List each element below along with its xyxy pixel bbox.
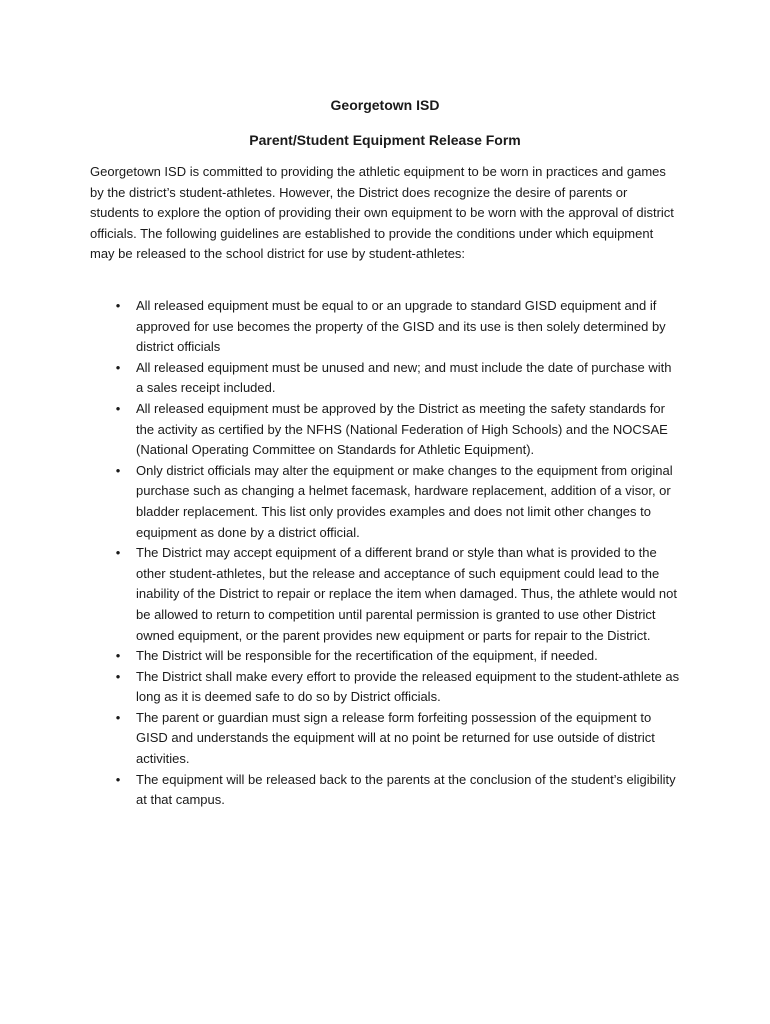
bullet-icon: • [115,709,121,725]
list-item-text: All released equipment must be approved by the District as meeting the safety standards for the activity as certified by the NFHS (National Federation of High Schools) and the NOCSAE (National Operating Committee on Standards for Athletic Equipment). [136,400,668,458]
list-item-text: The District may accept equipment of a different brand or style than what is provided to the other student-athletes, but the release and acceptance of such equipment could lead to the inability of the District to repair or replace the item when damaged. Thus, the athlete would not be allowed to return to competition until parental permission is granted to use other District owned equipment, or the parent provides new equipment or parts for repair to the District. [136,545,677,643]
bullet-icon: • [115,648,121,664]
bullet-icon: • [115,462,121,478]
list-item [0,646,682,667]
list-item [0,708,682,770]
bullet-icon: • [115,668,121,684]
list-item [0,399,682,461]
list-item [0,358,682,399]
list-item-text: All released equipment must be unused and new; and must include the date of purchase with a sales receipt included. [136,359,672,396]
list-item-text: The District will be responsible for the recertification of the equipment, if needed. [136,648,598,664]
list-item [0,667,682,708]
guidelines-list [0,296,770,811]
document-title: Georgetown ISD [330,97,440,113]
list-item-text: The District shall make every effort to provide the released equipment to the student-athlete as long as it is deemed safe to do so by District officials. [136,668,680,705]
document-subtitle: Parent/Student Equipment Release Form [249,132,521,148]
list-item-text: The equipment will be released back to the parents at the conclusion of the student’s eligibility at that campus. [136,771,676,808]
list-item-text: Only district officials may alter the equipment or make changes to the equipment from original purchase such as changing a helmet facemask, hardware replacement, addition of a visor, or bladder replacement. This list only provides examples and does not limit other changes to equipment as done by a district official. [136,462,673,540]
bullet-icon: • [115,771,121,787]
bullet-icon: • [115,298,121,313]
intro-paragraph: Georgetown ISD is committed to providing the athletic equipment to be worn in practices and games by the district’s student-athletes. However, the District does recognize the desire of parents or students to explore the option of providing their own equipment to be worn with the approval of district officials. The following guidelines are established to provide the conditions under which equipment may be released to the school district for use by student-athletes: [90,164,674,261]
bullet-icon: • [115,545,121,561]
list-item-text: All released equipment must be equal to or an upgrade to standard GISD equipment and if approved for use becomes the property of the GISD and its use is then solely determined by district officials [136,298,666,355]
list-item [0,543,682,646]
list-item-text: The parent or guardian must sign a release form forfeiting possession of the equipment to GISD and understands the equipment will at no point be returned for use outside of district activities. [136,709,655,767]
list-item [0,461,682,543]
list-item [0,770,682,811]
bullet-icon: • [115,400,121,416]
bullet-icon: • [115,359,121,375]
list-item [0,296,682,358]
